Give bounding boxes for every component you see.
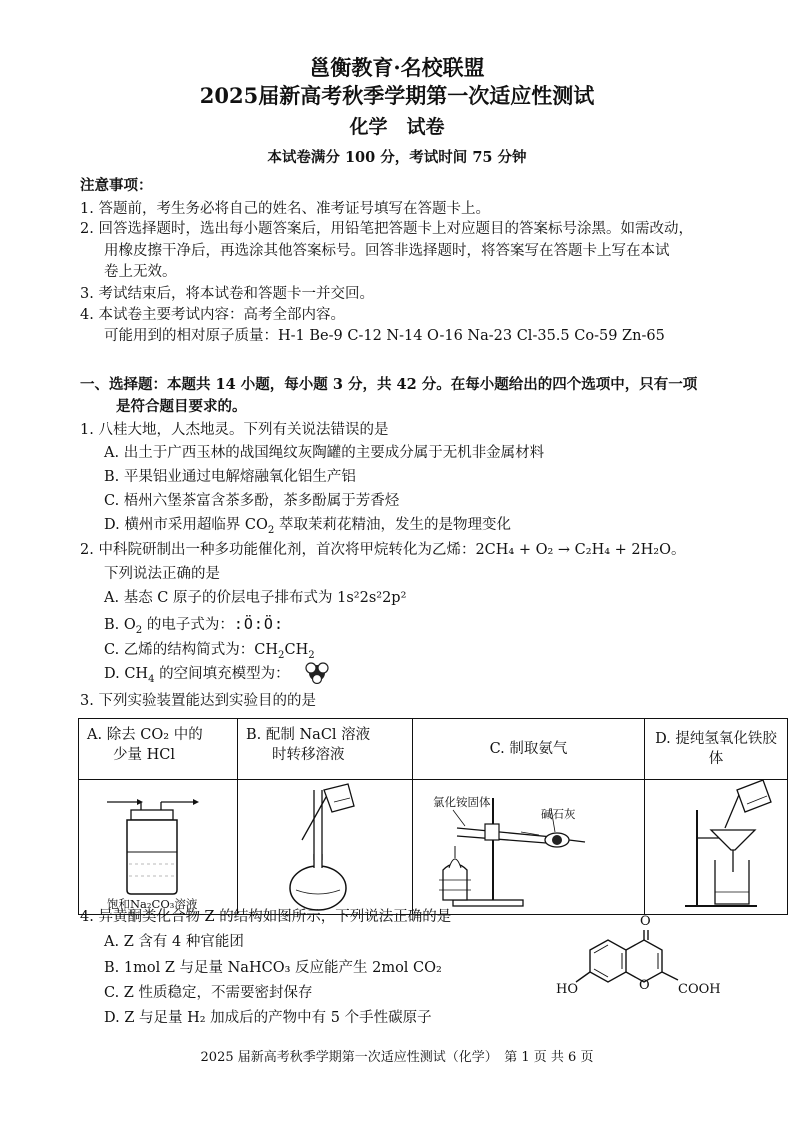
q3-col-a-header: A. 除去 CO₂ 中的 少量 HCl (79, 719, 238, 780)
volumetric-flask-diagram (238, 780, 396, 914)
q4-option-a: A. Z 含有 4 种官能团 (104, 934, 244, 950)
notes-title: 注意事项： (80, 177, 153, 194)
q3-apparatus-table (78, 718, 788, 915)
struct-ring-o: O (639, 978, 650, 993)
q4-stem: 4. 异黄酮类化合物 Z 的结构如图所示，下列说法正确的是 (80, 909, 452, 925)
q3-fig-c (413, 780, 645, 915)
q2-stem2: 下列说法正确的是 (104, 566, 220, 582)
q2-equation: 2CH₄ + O₂ → C₂H₄ + 2H₂O。 (475, 542, 686, 558)
section1-line1: 一、选择题：本题共 14 小题，每小题 3 分，共 42 分。在每小题给出的四个选项中，只有一项 (80, 376, 698, 393)
q2-option-d: D. $CH_4$ 的空间填充模型为： (104, 666, 290, 685)
q3-col-c-header: C. 制取氨气 (413, 719, 645, 780)
note-1: 1. 答题前，考生务必将自己的姓名、准考证号填写在答题卡上。 (80, 201, 490, 217)
section1-line2: 是符合题目要求的。 (116, 398, 247, 415)
struct-cooh: COOH (678, 982, 721, 997)
ch4-space-filling-model (304, 660, 330, 684)
atomic-masses: 可能用到的相对原子质量：H-1 Be-9 C-12 N-14 O-16 Na-23 Cl-35.5 Co-59 Zn-65 (104, 328, 665, 344)
note-3: 3. 考试结束后，将本试卷和答题卡一并交回。 (80, 286, 374, 302)
q4-option-b: B. 1mol Z 与足量 NaHCO₃ 反应能产生 2mol CO₂ (104, 960, 442, 976)
q1-option-b: B. 平果铝业通过电解熔融氧化铝生产铝 (104, 469, 356, 485)
q1-stem: 1. 八桂大地，人杰地灵。下列有关说法错误的是 (80, 422, 389, 438)
org-title: 邕衡教育·名校联盟 (309, 55, 485, 80)
note-2: 2. 回答选择题时，选出每小题答案后，用铅笔把答题卡上对应题目的答案标号涂黑。如需改动， (80, 221, 693, 237)
o2-electron-formula: :Ö:Ö: (233, 615, 284, 633)
struct-carbonyl-o: O (640, 914, 651, 929)
q1-option-c: C. 梧州六堡茶富含茶多酚，茶多酚属于芳香烃 (104, 493, 400, 509)
q3-fig-a-label: 饱和Na₂CO₃溶液 (107, 897, 198, 911)
q3-stem: 3. 下列实验装置能达到实验目的的是 (80, 693, 316, 709)
q2-option-c: C. 乙烯的结构简式为：$CH_2CH_2$ (104, 642, 315, 661)
q2-option-b: B. $O_2$ 的电子式为：:Ö:Ö: (104, 615, 284, 636)
note-2-cont: 用橡皮擦干净后，再选涂其他答案标号。回答非选择题时，将答案写在答题卡上写在本试 (104, 243, 670, 259)
subject-title: 化学 试卷 (349, 116, 445, 138)
q2-stem: 2. 中科院研制出一种多功能催化剂，首次将甲烷转化为乙烯：2CH₄ + O₂ → C₂H₄ + 2H₂O。 (80, 542, 686, 558)
q3-fig-c-label-nh4cl: 氯化铵固体 (433, 795, 491, 809)
q1-option-d: D. 横州市采用超临界 $CO_2$ 萃取茉莉花精油，发生的是物理变化 (104, 517, 511, 536)
q3-fig-a (79, 780, 238, 915)
q3-col-d-header: D. 提纯氢氧化铁胶体 (645, 719, 788, 780)
q2-option-a: A. 基态 C 原子的价层电子排布式为 1s²2s²2p² (104, 590, 407, 606)
q3-col-b-header: B. 配制 NaCl 溶液 时转移溶液 (238, 719, 413, 780)
compound-z-structure (550, 914, 730, 1010)
note-2-cont2: 卷上无效。 (104, 264, 177, 280)
page-footer: 2025 届新高考秋季学期第一次适应性测试（化学） 第 1 页 共 6 页 (200, 1050, 594, 1065)
q4-option-c: C. Z 性质稳定，不需要密封保存 (104, 985, 313, 1001)
q4-option-d: D. Z 与足量 H₂ 加成后的产物中有 5 个手性碳原子 (104, 1010, 432, 1026)
exam-title: 2025届新高考秋季学期第一次适应性测试 (199, 83, 595, 108)
q3-fig-d (645, 780, 788, 915)
colloid-filtration-diagram (645, 780, 794, 914)
gas-washing-bottle-diagram (79, 780, 237, 914)
q1-option-a: A. 出土于广西玉林的战国绳纹灰陶罐的主要成分属于无机非金属材料 (104, 445, 545, 461)
exam-meta: 本试卷满分 100 分，考试时间 75 分钟 (267, 149, 527, 166)
q3-fig-b (238, 780, 413, 915)
note-4: 4. 本试卷主要考试内容：高考全部内容。 (80, 307, 345, 323)
struct-ho: HO (556, 982, 578, 997)
q3-fig-c-label-sodalime: 碱石灰 (541, 807, 576, 821)
